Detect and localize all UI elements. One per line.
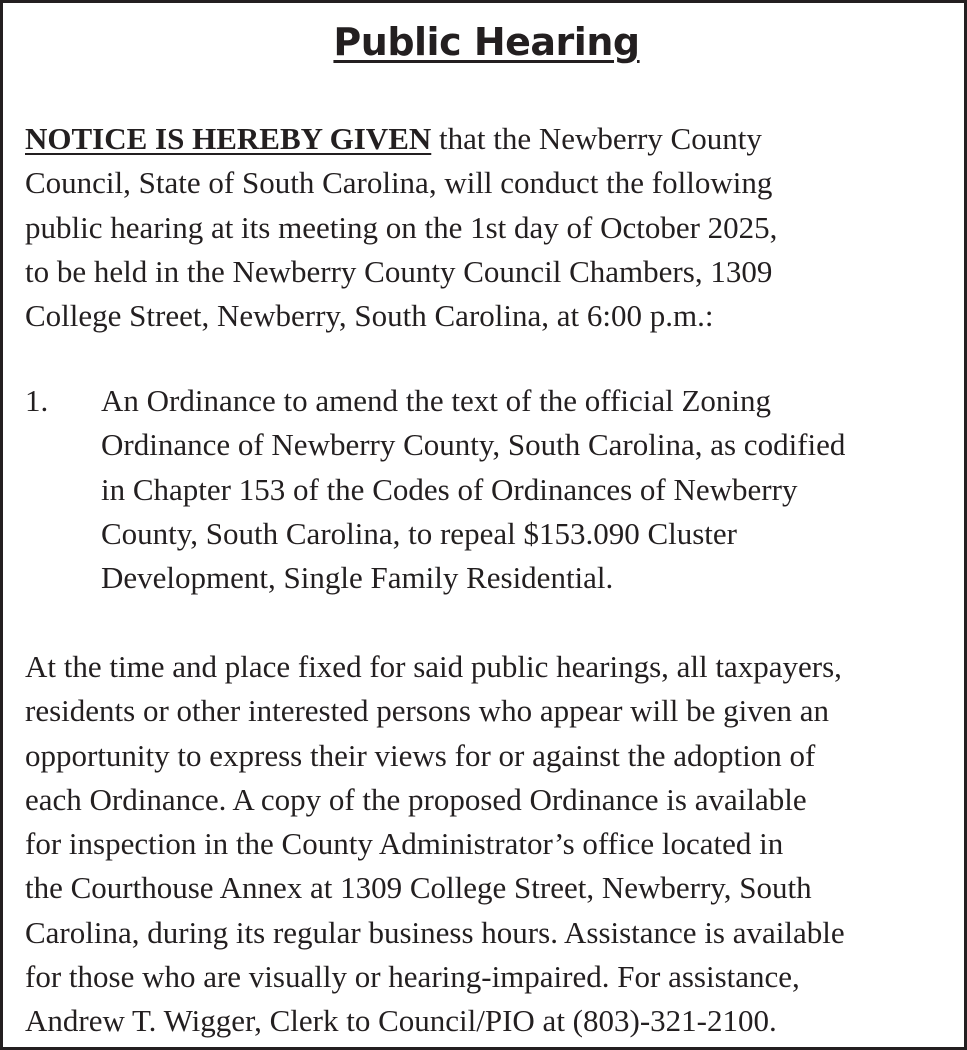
ordinance-item-number: 1. bbox=[25, 383, 49, 418]
closing-line-1: At the time and place fixed for said public hearings, all taxpayers, bbox=[25, 649, 842, 684]
closing-line-3: opportunity to express their views for or against the adoption of bbox=[25, 737, 816, 773]
ordinance-line-5: Development, Single Family Residential. bbox=[101, 560, 614, 596]
closing-line-8: for those who are visually or hearing-impaired. For assistance, bbox=[25, 959, 800, 995]
closing-line-9: Andrew T. Wigger, Clerk to Council/PIO at (803)-321-2100. bbox=[25, 1003, 777, 1039]
ordinance-item-text bbox=[101, 379, 845, 600]
closing-paragraph bbox=[25, 645, 845, 1044]
ordinance-line-3: in Chapter 153 of the Codes of Ordinances of Newberry bbox=[101, 471, 798, 507]
intro-line-3: public hearing at its meeting on the 1st day of October 2025, bbox=[25, 209, 778, 245]
ordinance-line-1: An Ordinance to amend the text of the official Zoning bbox=[101, 383, 772, 418]
intro-line-1 bbox=[25, 117, 777, 161]
ordinance-line-4: County, South Carolina, to repeal $153.090 Cluster bbox=[101, 515, 737, 551]
intro-line-4: to be held in the Newberry County Council Chambers, 1309 bbox=[25, 253, 773, 289]
ordinance-line-2: Ordinance of Newberry County, South Carolina, as codified bbox=[101, 427, 846, 463]
closing-line-4: each Ordinance. A copy of the proposed Ordinance is available bbox=[25, 781, 807, 817]
closing-line-7: Carolina, during its regular business hours. Assistance is available bbox=[25, 914, 845, 950]
intro-line-1-rest: that the Newberry County bbox=[431, 121, 762, 156]
notice-lead: NOTICE IS HEREBY GIVEN bbox=[25, 121, 432, 156]
intro-line-5: College Street, Newberry, South Carolina, at 6:00 p.m.: bbox=[25, 298, 714, 334]
closing-line-6: the Courthouse Annex at 1309 College Street, Newberry, South bbox=[25, 870, 812, 906]
notice-title bbox=[3, 17, 967, 67]
closing-line-2: residents or other interested persons who appear will be given an bbox=[25, 693, 830, 729]
intro-line-2: Council, State of South Carolina, will conduct the following bbox=[25, 165, 773, 201]
notice-title-text: Public Hearing bbox=[333, 20, 640, 64]
intro-paragraph bbox=[25, 117, 777, 338]
closing-line-5: for inspection in the County Administrator’s office located in bbox=[25, 826, 784, 862]
